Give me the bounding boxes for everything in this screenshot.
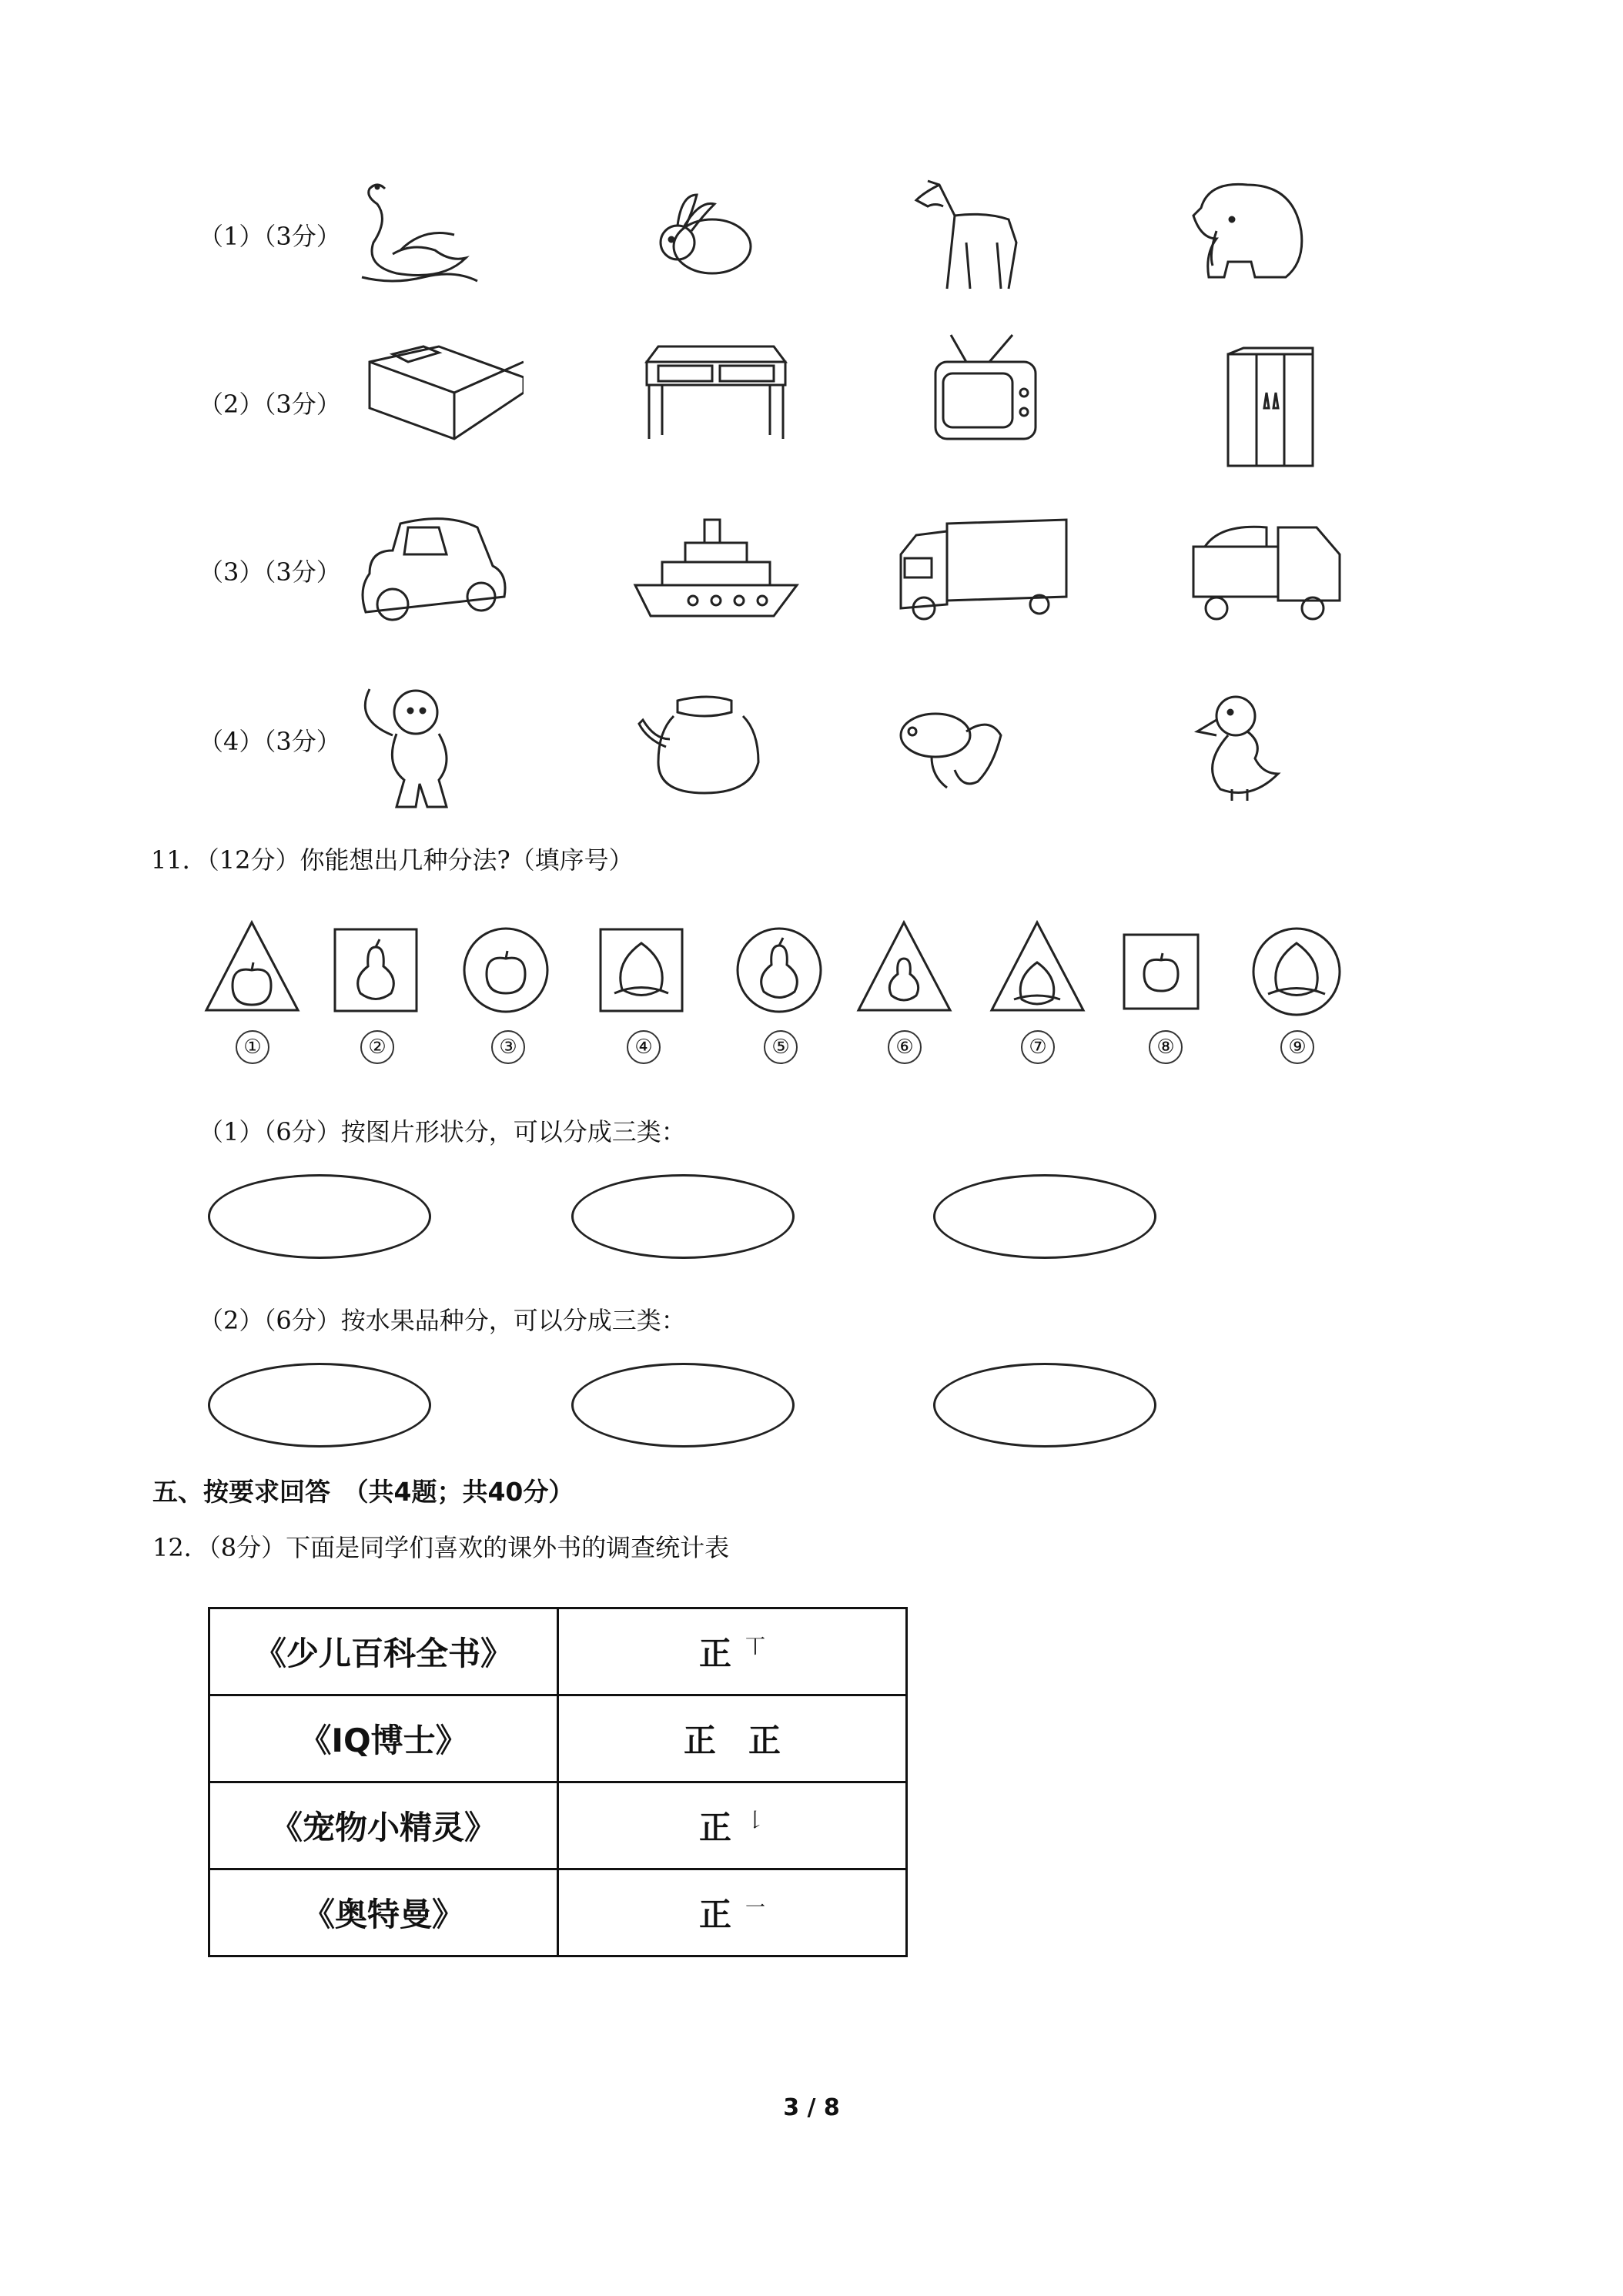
q11-title: 11．（12分）你能想出几种分法?（填序号） bbox=[151, 845, 634, 875]
shape-4-square-peach[interactable] bbox=[599, 928, 684, 1012]
swan-picture[interactable] bbox=[354, 173, 485, 289]
q11-part1: （1）（6分）按图片形状分，可以分成三类： bbox=[199, 1117, 686, 1146]
duck-picture[interactable] bbox=[1193, 689, 1286, 805]
tally-main: 正 bbox=[698, 1635, 731, 1672]
tally-extra: 𠄌 bbox=[745, 1809, 766, 1832]
tally-main: 正 bbox=[698, 1896, 731, 1933]
book-name: 《IQ博士》 bbox=[209, 1695, 558, 1782]
table-row bbox=[209, 1869, 907, 1956]
number-5: ⑤ bbox=[764, 1030, 798, 1064]
answer-oval-2-1[interactable] bbox=[208, 1363, 431, 1448]
book-name: 《少儿百科全书》 bbox=[209, 1608, 558, 1695]
shape-2-square-pear[interactable] bbox=[333, 928, 418, 1012]
tally-main: 正 正 bbox=[683, 1722, 781, 1759]
section-heading: 五、按要求回答 （共4题；共40分） bbox=[152, 1477, 574, 1507]
number-9: ⑨ bbox=[1280, 1030, 1314, 1064]
truck-picture[interactable] bbox=[893, 516, 1070, 624]
tally-mark bbox=[558, 1695, 907, 1782]
shape-9-circle-peach[interactable] bbox=[1251, 926, 1342, 1017]
answer-oval-1-1[interactable] bbox=[208, 1174, 431, 1259]
goldfish-picture[interactable] bbox=[893, 697, 1009, 797]
number-7: ⑦ bbox=[1021, 1030, 1055, 1064]
wardrobe-picture[interactable] bbox=[1224, 346, 1317, 470]
table-row bbox=[209, 1695, 907, 1782]
q10-row2-label: （2）（3分） bbox=[199, 390, 341, 419]
elephant-picture[interactable] bbox=[1186, 177, 1324, 289]
number-8: ⑧ bbox=[1149, 1030, 1183, 1064]
tally-extra: 一 bbox=[745, 1896, 766, 1919]
shape-3-circle-apple[interactable] bbox=[462, 926, 550, 1015]
tally-main: 正 bbox=[698, 1809, 731, 1846]
tally-mark bbox=[558, 1782, 907, 1869]
table-picture[interactable] bbox=[643, 343, 789, 443]
lorry-picture[interactable] bbox=[1190, 512, 1344, 628]
tally-extra: 丅 bbox=[745, 1635, 766, 1658]
shape-5-circle-pear[interactable] bbox=[735, 926, 824, 1015]
number-6: ⑥ bbox=[888, 1030, 922, 1064]
shape-6-triangle-pear[interactable] bbox=[856, 920, 952, 1012]
answer-oval-1-2[interactable] bbox=[571, 1174, 795, 1259]
tv-picture[interactable] bbox=[928, 331, 1043, 447]
rabbit-picture[interactable] bbox=[647, 189, 762, 281]
monkey-picture[interactable] bbox=[350, 681, 458, 812]
bed-picture[interactable] bbox=[362, 331, 524, 447]
q10-row3-label: （3）（3分） bbox=[199, 557, 341, 587]
shape-7-triangle-peach[interactable] bbox=[989, 920, 1086, 1012]
horse-picture[interactable] bbox=[905, 173, 1036, 296]
q11-part2: （2）（6分）按水果品种分，可以分成三类： bbox=[199, 1306, 686, 1335]
q10-row4-label: （4）（3分） bbox=[199, 727, 341, 756]
number-4: ④ bbox=[627, 1030, 661, 1064]
tally-mark bbox=[558, 1869, 907, 1956]
number-1: ① bbox=[236, 1030, 269, 1064]
number-2: ② bbox=[360, 1030, 394, 1064]
shape-1-triangle-apple[interactable] bbox=[204, 920, 300, 1012]
table-row bbox=[209, 1608, 907, 1695]
ship-picture[interactable] bbox=[631, 516, 801, 628]
answer-oval-2-2[interactable] bbox=[571, 1363, 795, 1448]
book-name: 《宠物小精灵》 bbox=[209, 1782, 558, 1869]
table-row bbox=[209, 1782, 907, 1869]
q12-title: 12．（8分）下面是同学们喜欢的课外书的调查统计表 bbox=[152, 1533, 730, 1562]
kettle-picture[interactable] bbox=[635, 693, 774, 797]
car-picture[interactable] bbox=[354, 512, 508, 624]
book-name: 《奥特曼》 bbox=[209, 1869, 558, 1956]
tally-mark bbox=[558, 1608, 907, 1695]
q10-row1-label: （1）（3分） bbox=[199, 222, 341, 251]
shape-8-square-apple[interactable] bbox=[1123, 933, 1200, 1010]
tally-table bbox=[208, 1607, 908, 1957]
answer-oval-1-3[interactable] bbox=[933, 1174, 1156, 1259]
answer-oval-2-3[interactable] bbox=[933, 1363, 1156, 1448]
page-number: 3 / 8 bbox=[783, 2094, 840, 2121]
number-3: ③ bbox=[491, 1030, 525, 1064]
